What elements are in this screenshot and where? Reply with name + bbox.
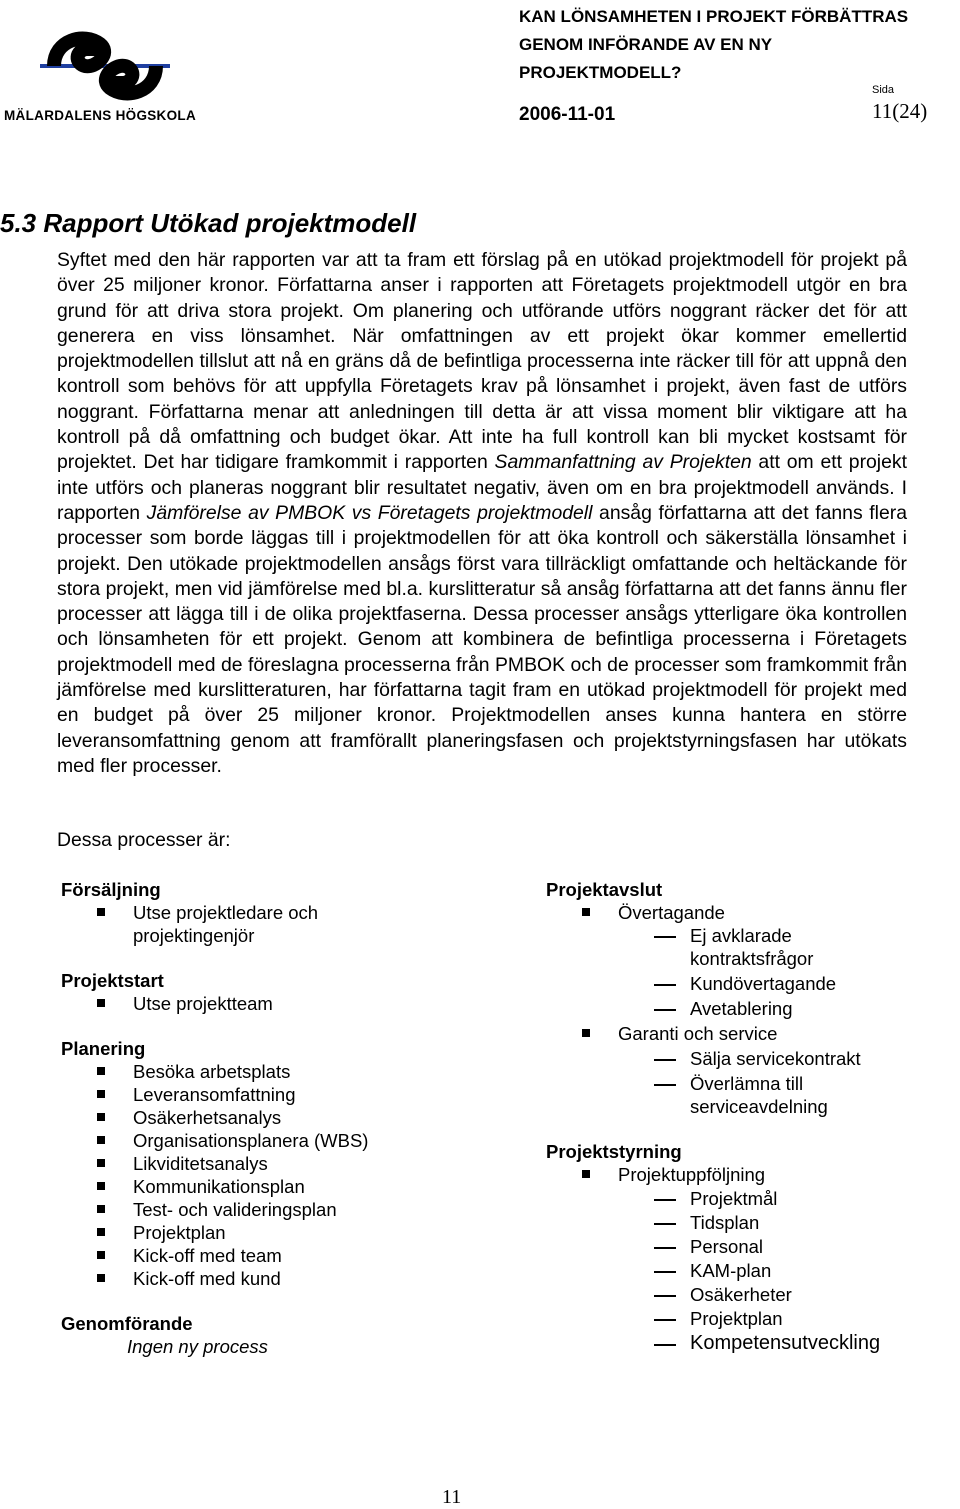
- sub-list-item: Ej avklarade kontraktsfrågor: [618, 924, 840, 970]
- sub-list-item: Sälja servicekontrakt: [618, 1047, 946, 1070]
- list-item: Likviditetsanalys: [61, 1152, 481, 1175]
- sub-list-item: Kundövertagande: [618, 972, 946, 995]
- list-item: Projektuppföljning: [546, 1163, 946, 1186]
- list-forsaljning: [61, 901, 481, 947]
- title-line-2: GENOM INFÖRANDE AV EN NY: [519, 35, 773, 54]
- body-text-3: ansåg författarna att det fanns flera processer som borde läggas till i projektmodellen för att öka kontroll och säkerställa lönsamhet i projekt. Den utökade projektmodellen ansågs först vara tillräckligt omfattande och heltäckande för stora projekt, men vid jämförelse med bl.a. kurslitteratur så ansåg författarna att det fanns ännu fler processer att lägga till i de olika projektfaserna. Dessa processer ansågs ytterligare öka kontrollen och lönsamheten för ett projekt. Genom att kombinera de befintliga processerna i Företagets projektmodell med de föreslagna processerna från PMBOK och de processer som framkommit från jämförelse med kurslitteraturen, har författarna tagit fram en utökad projektmodell för projekt med en budget på över 25 miljoner kronor. Projektmodellen anses kunna hantera en större leveransomfattning genom att framförallt planeringsfasen och projektstyrningsfasen har utökats med fler processer.: [57, 501, 907, 777]
- sublist-overtagande: [618, 924, 946, 1020]
- body-text-2: att om ett projekt inte utförs och planeras noggrant blir resultatet negativ, även om en bra projektmodell används. I rapporten: [57, 451, 907, 524]
- process-list-left: [61, 878, 481, 1358]
- sub-list-item: Projektmål: [618, 1187, 946, 1210]
- sub-list-item: Överlämna till serviceavdelning: [618, 1072, 840, 1118]
- sub-list-item: Projektplan: [618, 1307, 946, 1330]
- sub-list-item: Tidsplan: [618, 1211, 946, 1234]
- document-date: 2006-11-01: [519, 104, 616, 125]
- body-italic-2: Jämförelse av PMBOK vs Företagets projektmodell: [146, 501, 593, 524]
- list-item: Leveransomfattning: [61, 1083, 481, 1106]
- title-line-1: KAN LÖNSAMHETEN I PROJEKT FÖRBÄTTRAS: [519, 7, 909, 26]
- group-title-projektstyrning: Projektstyrning: [546, 1141, 682, 1162]
- logo-emblem-icon: [40, 28, 170, 104]
- list-garanti: [546, 1022, 946, 1045]
- list-item: Organisationsplanera (WBS): [61, 1129, 481, 1152]
- body-italic-1: Sammanfattning av Projekten: [494, 451, 752, 474]
- list-item: Övertagande: [546, 901, 946, 924]
- list-item: Test- och valideringsplan: [61, 1198, 481, 1221]
- page-label: Sida: [872, 84, 895, 96]
- university-logo: [4, 28, 204, 128]
- group-title-forsaljning: Försäljning: [61, 879, 161, 900]
- sub-list-item: Avetablering: [618, 997, 946, 1020]
- list-item: Garanti och service: [546, 1022, 946, 1045]
- body-paragraph: [57, 248, 907, 779]
- group-title-projektavslut: Projektavslut: [546, 879, 663, 900]
- list-item: Utse projektteam: [61, 992, 481, 1015]
- list-item: Utse projektledare och projektingenjör: [61, 901, 363, 947]
- list-planering: [61, 1060, 481, 1290]
- list-item: Projektplan: [61, 1221, 481, 1244]
- list-item: Kick-off med kund: [61, 1267, 481, 1290]
- list-item: Osäkerhetsanalys: [61, 1106, 481, 1129]
- sub-list-item: Osäkerheter: [618, 1283, 946, 1306]
- genomforande-note: Ingen ny process: [127, 1336, 268, 1357]
- group-title-genomforande: Genomförande: [61, 1313, 193, 1334]
- logo-text: MÄLARDALENS HÖGSKOLA: [4, 108, 196, 123]
- sublist-garanti: [618, 1047, 946, 1118]
- footer-page-number: 11: [442, 1486, 462, 1508]
- list-item: Kick-off med team: [61, 1244, 481, 1267]
- title-line-3: PROJEKTMODELL?: [519, 63, 682, 82]
- group-title-projektstart: Projektstart: [61, 970, 164, 991]
- sub-list-item: KAM-plan: [618, 1259, 946, 1282]
- process-list-right: [546, 878, 946, 1355]
- group-title-planering: Planering: [61, 1038, 146, 1059]
- list-projektstart: [61, 992, 481, 1015]
- body-closing-line: Dessa processer är:: [57, 829, 231, 851]
- list-item: Kommunikationsplan: [61, 1175, 481, 1198]
- list-projektstyrning: [546, 1163, 946, 1186]
- sublist-projektuppfoljning: [618, 1187, 946, 1355]
- sub-list-item: Kompetensutveckling: [618, 1332, 946, 1355]
- list-projektavslut: [546, 901, 946, 924]
- sub-list-item: Personal: [618, 1235, 946, 1258]
- body-text-1: Syftet med den här rapporten var att ta fram ett förslag på en utökad projektmodell för projekt på över 25 miljoner kronor. Författarna anser i rapporten att Företagets projektmodell utgör en bra grund för att driva stora projekt. Om planering och utförande utförs noggrant räcker det för att generera en viss lönsamhet. När omfattningen av ett projekt ökar kommer emellertid projektmodellen tillslut att nå en gräns då de befintliga processerna inte räcker till för att uppnå den kontroll som behövs för att uppfylla Företagets krav på lönsamhet i projekt, även fast de utförs noggrant. Författarna menar att anledningen till detta är att vissa moment blir viktigare att ha kontroll på då omfattning och budget ökar. Att inte ha full kontroll kan bli mycket kostsamt för projektet. Det har tidigare framkommit i rapporten: [57, 249, 907, 474]
- section-heading: 5.3 Rapport Utökad projektmodell: [0, 208, 417, 238]
- list-item: Besöka arbetsplats: [61, 1060, 481, 1083]
- page-counter: 11(24): [872, 99, 928, 123]
- document-title: [519, 3, 959, 87]
